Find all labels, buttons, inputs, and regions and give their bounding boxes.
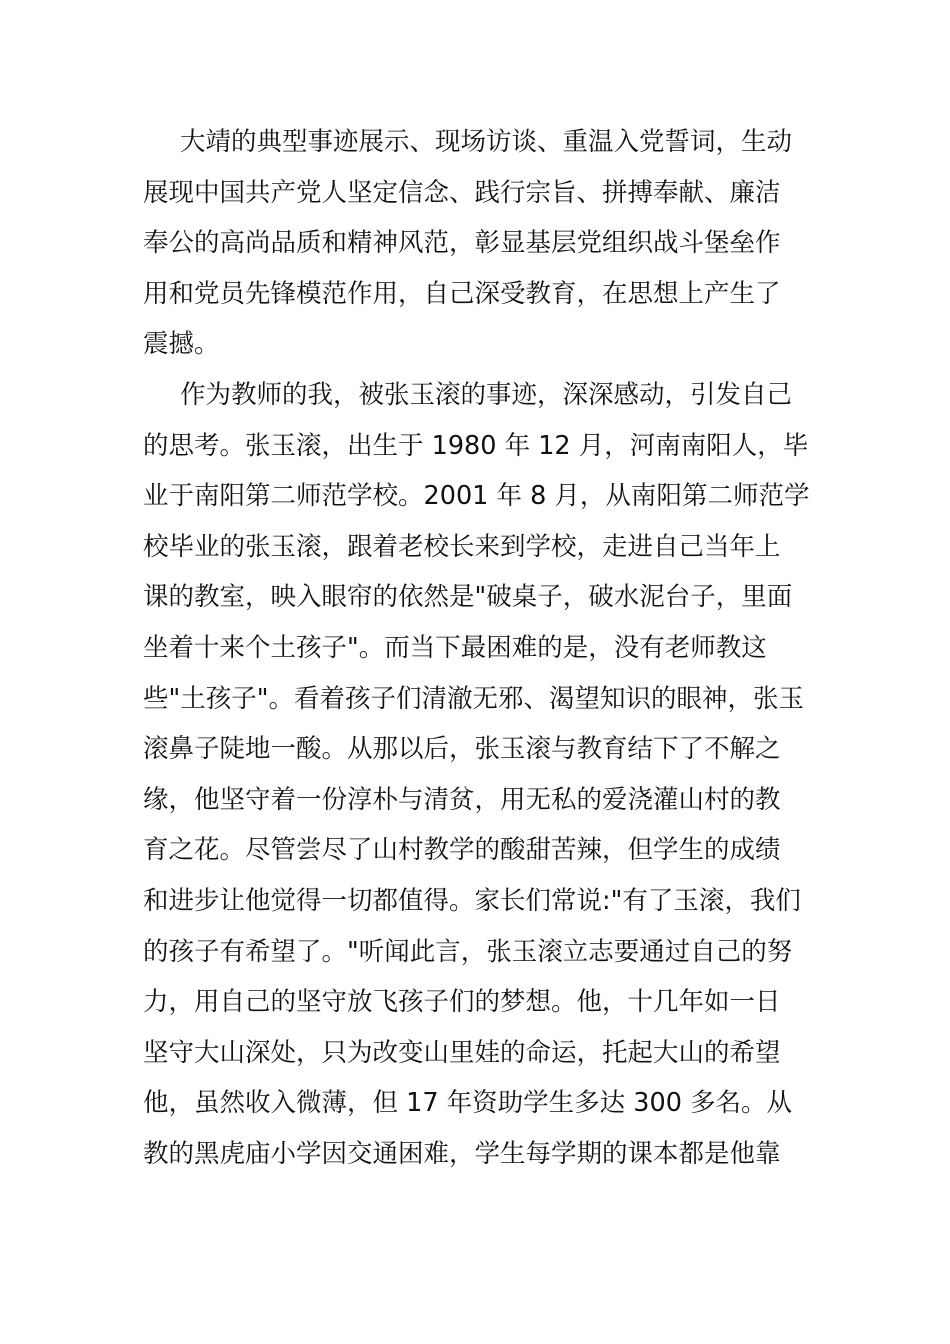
text-line: 坚守大山深处，只为改变山里娃的命运，托起大山的希望: [143, 1037, 781, 1068]
text-line: 育之花。尽管尝尽了山村教学的酸甜苦辣，但学生的成绩: [143, 835, 781, 866]
text-line: 坐着十来个土孩子"。而当下最困难的是，没有老师教这: [143, 632, 767, 663]
text-line: 业于南阳第二师范学校。2001 年 8 月，从南阳第二师范学: [143, 481, 810, 512]
text-line: 的思考。张玉滚，出生于 1980 年 12 月，河南南阳人，毕: [143, 430, 809, 461]
text-line: 校毕业的张玉滚，跟着老校长来到学校，走进自己当年上: [143, 531, 781, 562]
text-line: 的孩子有希望了。"听闻此言，张玉滚立志要通过自己的努: [143, 936, 793, 967]
text-line: 作为教师的我，被张玉滚的事迹，深深感动，引发自己: [180, 379, 793, 410]
text-line: 用和党员先锋模范作用，自己深受教育，在思想上产生了: [143, 278, 781, 309]
paragraph-2: [143, 370, 813, 1180]
text-line: 力，用自己的坚守放飞孩子们的梦想。他，十几年如一日: [143, 987, 781, 1018]
text-line: 展现中国共产党人坚定信念、践行宗旨、拼搏奉献、廉洁: [143, 177, 781, 208]
text-line: 课的教室，映入眼帘的依然是"破桌子，破水泥台子，里面: [143, 582, 793, 613]
text-line: 震撼。: [143, 329, 220, 360]
text-line: 奉公的高尚品质和精神风范，彰显基层党组织战斗堡垒作: [143, 228, 781, 259]
paragraph-1: [143, 117, 813, 370]
text-line: 大靖的典型事迹展示、现场访谈、重温入党誓词，生动: [180, 127, 793, 157]
text-line: 教的黑虎庙小学因交通困难，学生每学期的课本都是他靠: [143, 1138, 781, 1169]
text-line: 和进步让他觉得一切都值得。家长们常说:"有了玉滚，我们: [143, 885, 801, 916]
text-line: 滚鼻子陡地一酸。从那以后，张玉滚与教育结下了不解之: [143, 734, 781, 765]
text-line: 他，虽然收入微薄，但 17 年资助学生多达 300 多名。从: [143, 1088, 793, 1119]
text-line: 些"土孩子"。看着孩子们清澈无邪、渴望知识的眼神，张玉: [143, 683, 804, 714]
body-text: [143, 117, 813, 1179]
text-line: 缘，他坚守着一份淳朴与清贫，用无私的爱浇灌山村的教: [143, 784, 781, 815]
